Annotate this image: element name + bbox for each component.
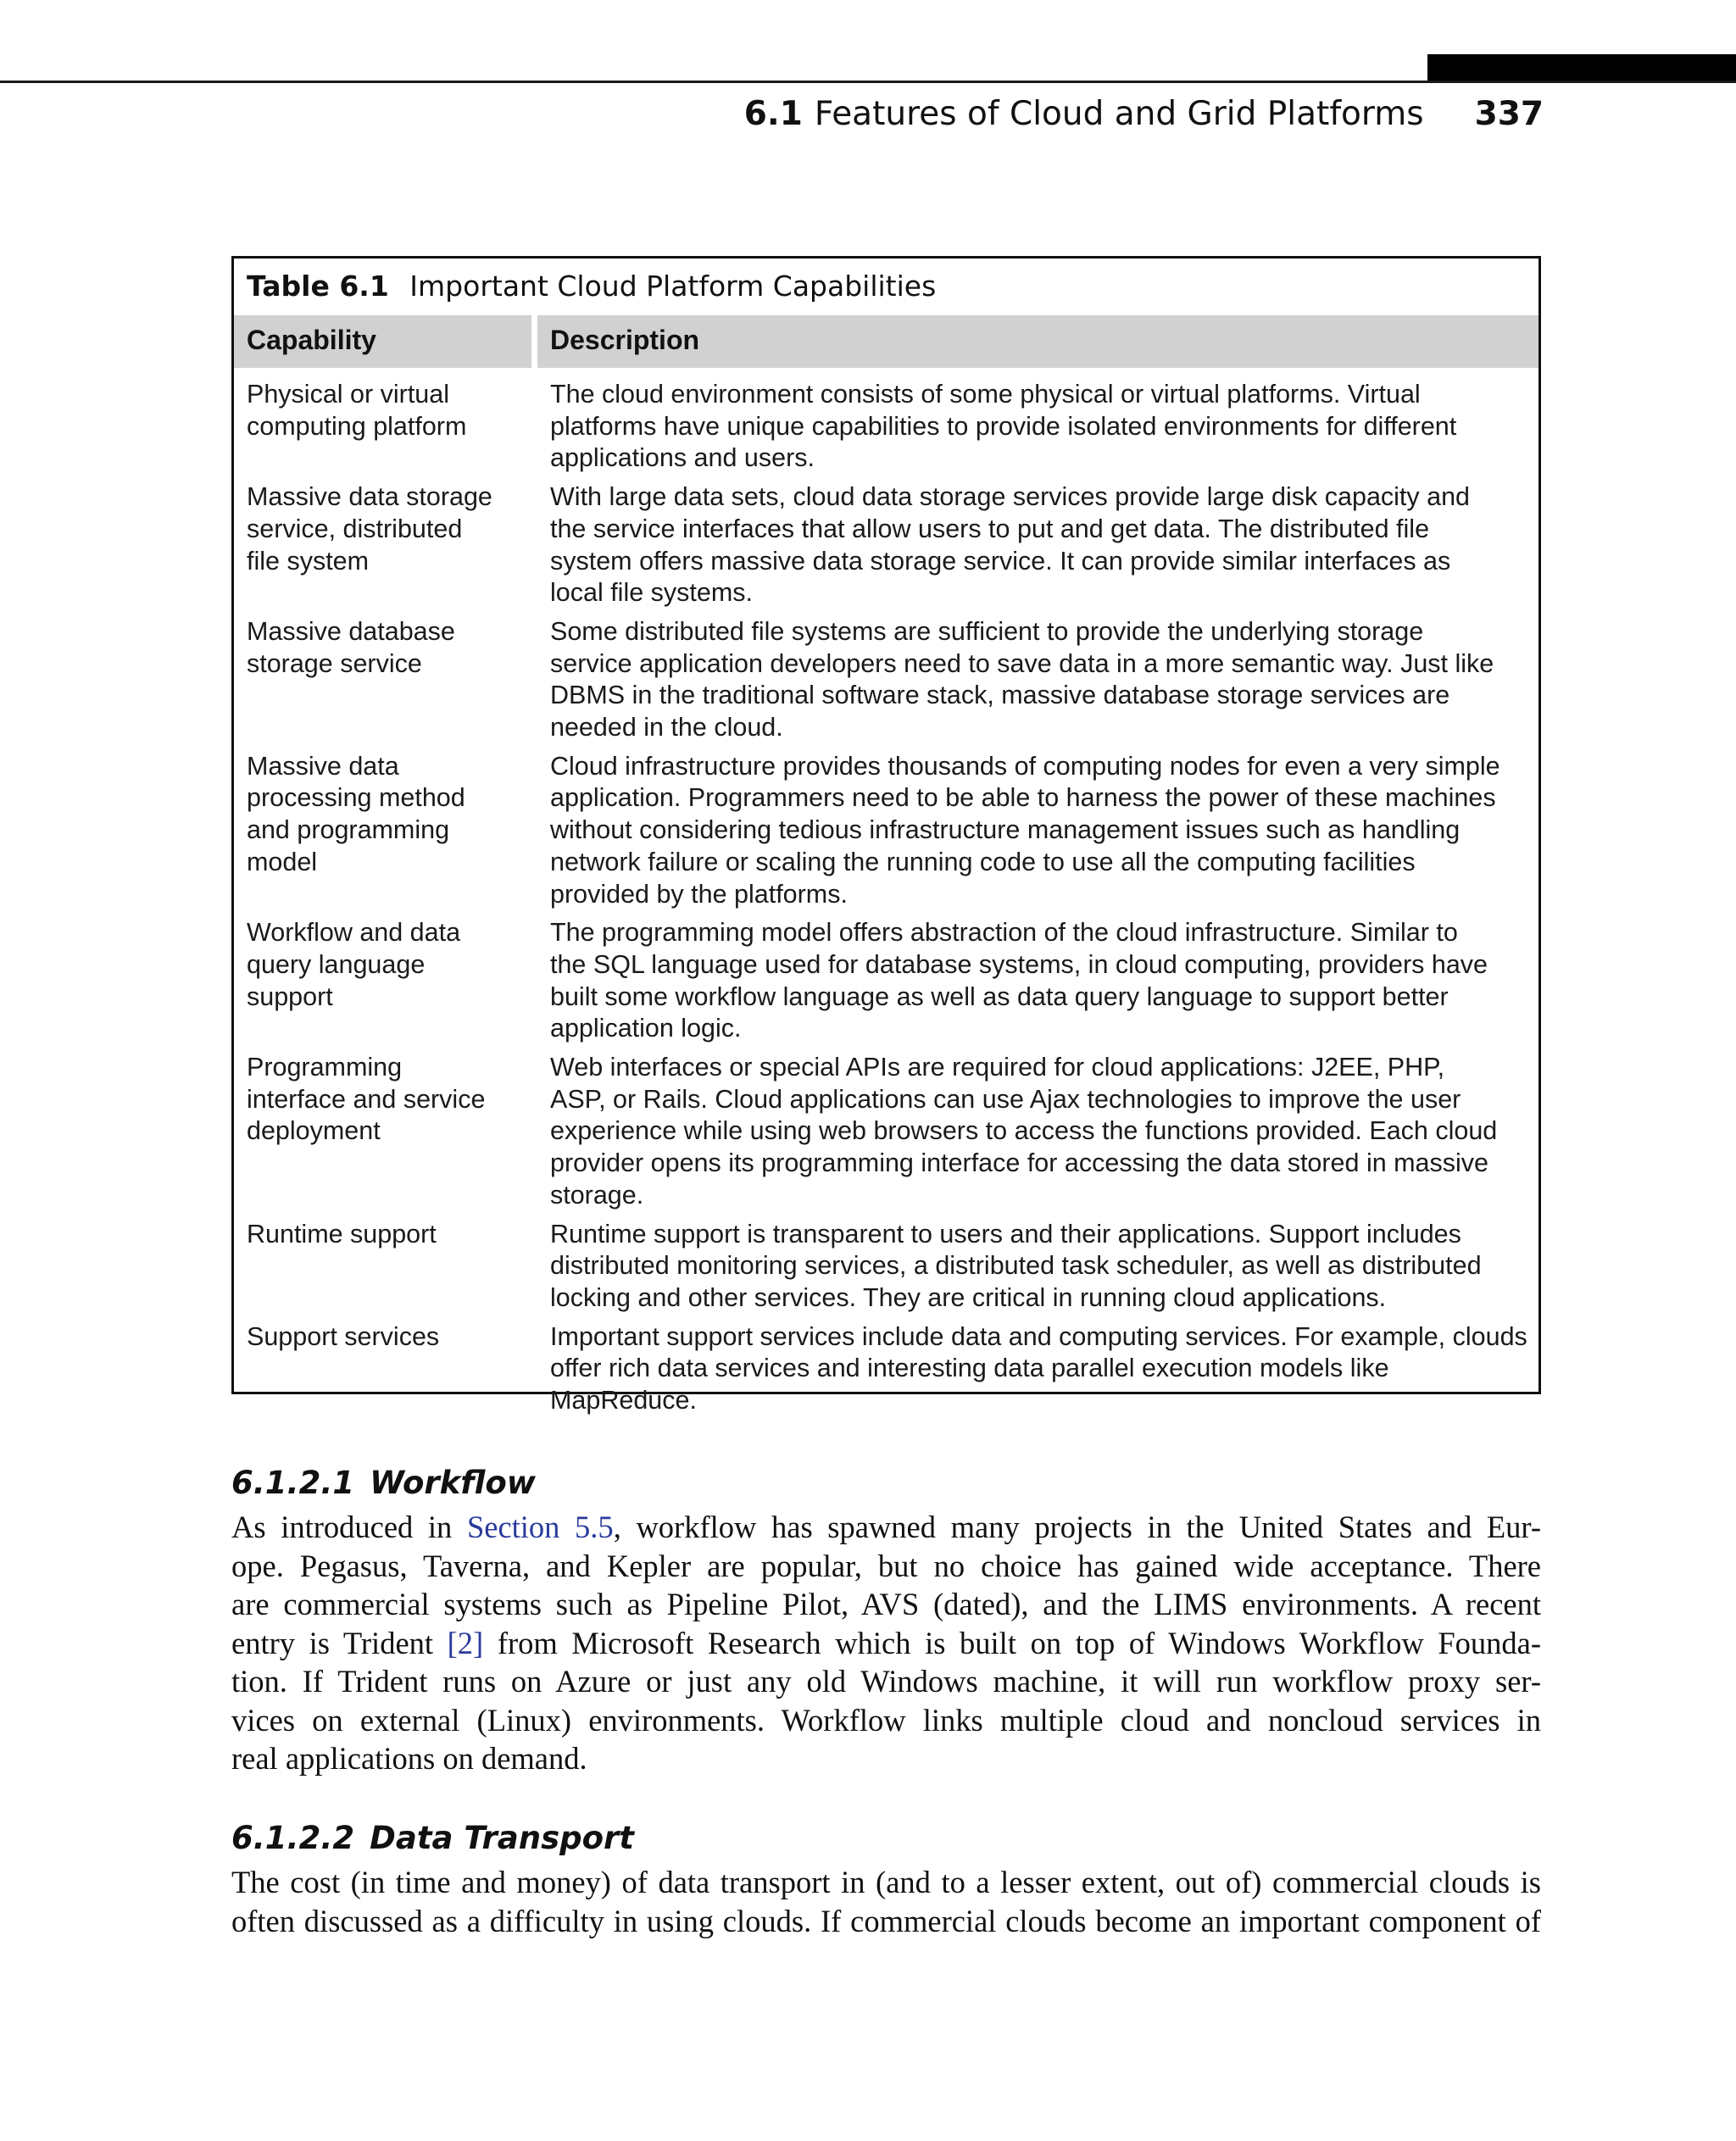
paragraph-line: As introduced in Section 5.5, workflow has spawned many projects in the United States and Eur- bbox=[231, 1510, 1542, 1544]
description-line: Some distributed file systems are sufficient to provide the underlying storage bbox=[550, 616, 1424, 646]
paragraph-line: often discussed as a difficulty in using clouds. If commercial clouds become an important component of bbox=[231, 1903, 1541, 1938]
capability-line: Massive database bbox=[247, 616, 455, 646]
capability-line: model bbox=[247, 847, 318, 876]
column-header-label: Description bbox=[550, 325, 700, 355]
paragraph-line: vices on external (Linux) environments. Workflow links multiple cloud and noncloud services in bbox=[231, 1702, 1541, 1738]
paragraph-line: are commercial systems such as Pipeline Pilot, AVS (dated), and the LIMS environments. A recent bbox=[231, 1587, 1541, 1621]
capability-line: processing method bbox=[247, 783, 465, 813]
capability-cell bbox=[234, 917, 531, 1045]
description-cell bbox=[531, 1321, 1538, 1417]
description-line: DBMS in the traditional software stack, massive database storage services are bbox=[550, 681, 1450, 710]
description-line: Runtime support is transparent to users and their applications. Support includes bbox=[550, 1219, 1461, 1248]
paragraph-line: entry is Trident [2] from Microsoft Research which is built on top of Windows Workflow Founda- bbox=[231, 1625, 1541, 1660]
description-line: service application developers need to save data in a more semantic way. Just like bbox=[550, 648, 1494, 678]
description-line: application logic. bbox=[550, 1014, 742, 1043]
description-line: provider opens its programming interface for accessing the data stored in massive bbox=[550, 1148, 1489, 1178]
column-header-capability bbox=[234, 315, 531, 368]
capability-line: Massive data storage bbox=[247, 482, 492, 512]
capability-line: support bbox=[247, 982, 333, 1011]
table-caption bbox=[247, 270, 936, 312]
body-paragraph bbox=[231, 1508, 1541, 1778]
capability-line: Physical or virtual bbox=[247, 380, 449, 409]
cross-reference-link[interactable]: [2] bbox=[447, 1625, 484, 1660]
description-line: platforms have unique capabilities to provide isolated environments for different bbox=[550, 411, 1457, 441]
description-line: without considering tedious infrastructure management issues such as handling bbox=[550, 815, 1461, 845]
capability-cell bbox=[234, 616, 531, 744]
running-head-section-title: Features of Cloud and Grid Platforms bbox=[814, 95, 1424, 133]
running-head-section-number: 6.1 bbox=[743, 95, 803, 133]
capability-line: query language bbox=[247, 949, 426, 979]
paragraph-line: real applications on demand. bbox=[231, 1741, 587, 1776]
capability-cell bbox=[234, 1219, 531, 1315]
header-black-bar bbox=[1427, 54, 1736, 83]
table-row bbox=[234, 481, 1538, 609]
subsection-heading bbox=[231, 1465, 536, 1501]
description-cell bbox=[531, 616, 1538, 744]
description-cell bbox=[531, 1052, 1538, 1212]
subsection-heading bbox=[231, 1820, 634, 1856]
capability-line: and programming bbox=[247, 815, 450, 845]
capability-line: Programming bbox=[247, 1053, 403, 1082]
cross-reference-link[interactable]: Section 5.5 bbox=[466, 1510, 614, 1544]
description-line: locking and other services. They are critical in running cloud applications. bbox=[550, 1282, 1387, 1312]
capability-cell bbox=[234, 751, 531, 911]
description-line: storage. bbox=[550, 1180, 644, 1210]
page-number: 337 bbox=[1474, 95, 1544, 133]
table-label: Table 6.1 bbox=[247, 270, 389, 303]
description-line: distributed monitoring services, a distributed task scheduler, as well as distributed bbox=[550, 1251, 1482, 1281]
capability-cell bbox=[234, 379, 531, 475]
header-rule bbox=[0, 81, 1736, 83]
capability-line: Workflow and data bbox=[247, 918, 461, 948]
table-title: Important Cloud Platform Capabilities bbox=[409, 270, 937, 303]
subsection-number: 6.1.2.2 bbox=[231, 1820, 355, 1856]
description-cell bbox=[531, 379, 1538, 475]
description-line: Web interfaces or special APIs are required for cloud applications: J2EE, PHP, bbox=[550, 1053, 1445, 1082]
description-line: provided by the platforms. bbox=[550, 879, 848, 909]
description-line: Important support services include data and computing services. For example, clouds bbox=[550, 1321, 1527, 1351]
capability-cell bbox=[234, 1052, 531, 1212]
description-line: needed in the cloud. bbox=[550, 713, 783, 742]
capability-line: Runtime support bbox=[247, 1219, 437, 1248]
description-line: the service interfaces that allow users to put and get data. The distributed file bbox=[550, 514, 1430, 543]
running-head bbox=[744, 95, 1544, 137]
subsection-number: 6.1.2.1 bbox=[231, 1465, 355, 1501]
description-line: application. Programmers need to be able to harness the power of these machines bbox=[550, 783, 1496, 813]
paragraph-line: The cost (in time and money) of data transport in (and to a lesser extent, out of) commercial clouds is bbox=[231, 1865, 1541, 1899]
table-row bbox=[234, 1052, 1538, 1212]
description-line: ASP, or Rails. Cloud applications can use Ajax technologies to improve the user bbox=[550, 1084, 1461, 1114]
description-line: applications and users. bbox=[550, 443, 815, 473]
description-line: the SQL language used for database systems, in cloud computing, providers have bbox=[550, 949, 1488, 979]
paragraph-line: tion. If Trident runs on Azure or just any old Windows machine, it will run workflow proxy ser- bbox=[231, 1664, 1541, 1699]
description-line: The cloud environment consists of some physical or virtual platforms. Virtual bbox=[550, 380, 1421, 409]
description-line: The programming model offers abstraction of the cloud infrastructure. Similar to bbox=[550, 918, 1458, 948]
capability-line: interface and service bbox=[247, 1084, 486, 1114]
table-body bbox=[234, 379, 1538, 1424]
table-row bbox=[234, 751, 1538, 911]
capability-cell bbox=[234, 1321, 531, 1417]
body-paragraph bbox=[231, 1863, 1541, 1940]
subsection-title: Data Transport bbox=[370, 1820, 634, 1856]
table-row bbox=[234, 1219, 1538, 1315]
table-row bbox=[234, 616, 1538, 744]
capability-line: service, distributed bbox=[247, 514, 463, 543]
capability-cell bbox=[234, 481, 531, 609]
description-cell bbox=[531, 1219, 1538, 1315]
paragraph-line: ope. Pegasus, Taverna, and Kepler are popular, but no choice has gained wide acceptance. There bbox=[231, 1548, 1541, 1583]
subsection-title: Workflow bbox=[370, 1465, 536, 1501]
capability-line: Support services bbox=[247, 1321, 440, 1351]
capability-line: computing platform bbox=[247, 411, 467, 441]
description-line: network failure or scaling the running code to use all the computing facilities bbox=[550, 847, 1416, 876]
description-line: built some workflow language as well as data query language to support better bbox=[550, 982, 1449, 1011]
description-line: With large data sets, cloud data storage services provide large disk capacity and bbox=[550, 482, 1471, 512]
description-line: system offers massive data storage service. It can provide similar interfaces as bbox=[550, 546, 1451, 576]
description-line: local file systems. bbox=[550, 578, 753, 608]
capability-line: Massive data bbox=[247, 751, 399, 781]
description-cell bbox=[531, 751, 1538, 911]
table-row bbox=[234, 917, 1538, 1045]
capability-line: file system bbox=[247, 546, 370, 576]
description-line: Cloud infrastructure provides thousands of computing nodes for even a very simple bbox=[550, 751, 1500, 781]
description-cell bbox=[531, 917, 1538, 1045]
table-row bbox=[234, 379, 1538, 475]
column-header-description bbox=[537, 315, 1538, 368]
capability-line: storage service bbox=[247, 648, 422, 678]
description-line: offer rich data services and interesting data parallel execution models like MapReduce. bbox=[550, 1354, 1389, 1415]
description-line: experience while using web browsers to access the functions provided. Each cloud bbox=[550, 1116, 1498, 1146]
table-header bbox=[234, 315, 1538, 368]
table-row bbox=[234, 1321, 1538, 1417]
description-cell bbox=[531, 481, 1538, 609]
capability-line: deployment bbox=[247, 1116, 381, 1146]
column-header-label: Capability bbox=[247, 325, 376, 355]
capabilities-table bbox=[231, 256, 1541, 1415]
